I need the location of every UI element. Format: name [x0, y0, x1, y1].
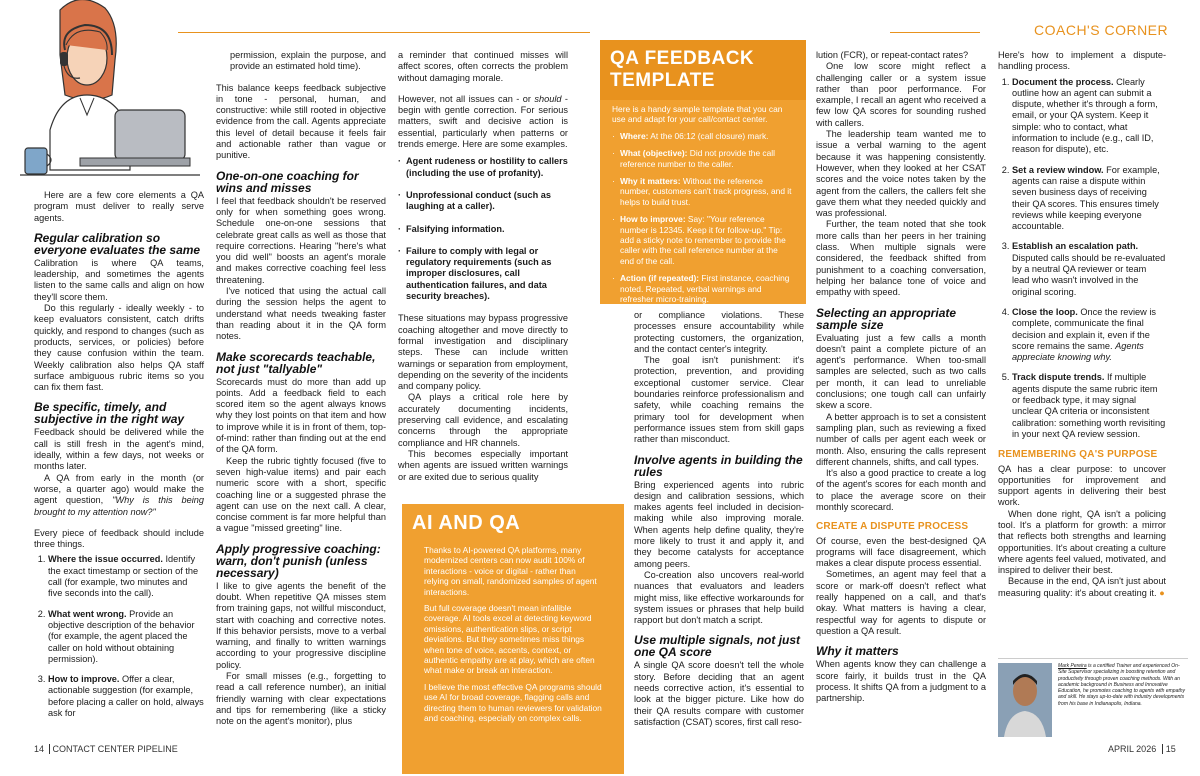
- paragraph: I like to give agents the benefit of the doubt. When repetitive QA misses stem from training gaps, not willful misconduct, start with coaching and corrective notes. If this behavior persists, move to a verbal warning, and finally to written warnings according to your progressive discipline policy.: [216, 580, 386, 670]
- footer-right: [1108, 744, 1176, 754]
- column-5: [816, 50, 986, 704]
- column-2: [216, 50, 386, 728]
- author-bio: [998, 658, 1188, 743]
- paragraph: Keep the rubric tightly focused (five to seven high-value items) and pair each numeric score with a short, specific coaching line or a suggested phrase the agent can use on the next call. A clear, concise comment is far more helpful than a vague "missed greeting" line.: [216, 455, 386, 534]
- list-item: 4. Close the loop. Once the review is complete, communicate the final decision and explain it, even if the score remains the same. Agents appreciate knowing why.: [1012, 307, 1166, 363]
- heading-one-on-one: One-on-one coaching for wins and misses: [216, 168, 359, 195]
- paragraph: or compliance violations. These processes ensure accountability while protecting customers, the organization, and the contact center's integrity.: [634, 310, 804, 354]
- heading-signals: Use multiple signals, not just one QA score: [634, 633, 801, 660]
- paragraph: The goal isn't punishment: it's protection, prevention, and providing exceptional customer service. Clear boundaries reinforce professionalism and safety, while coaching remains the primary tool for development when performance issues stem from skill gaps rather than misconduct.: [634, 355, 804, 445]
- paragraph: Sometimes, an agent may feel that a score or mark-off doesn't reflect what really happened on a call, and that's okay. What matters is having a clear, respectful way for agents to dispute or question a QA result.: [816, 569, 986, 636]
- header-rule-left: [178, 32, 590, 33]
- serious-issues-list: [398, 156, 568, 302]
- paragraph: Here's how to implement a dispute-handling process.: [998, 50, 1166, 72]
- paragraph: For small misses (e.g., forgetting to read a call reference number), an initial friendly warning with clear expectations and tips for remembering (like a sticky note on the agent's monitor), plus: [216, 671, 386, 727]
- ai-qa-box: [402, 504, 624, 774]
- list-item: 2. What went wrong. Provide an objective description of the behavior (for example, the agent placed the caller on hold without obtaining permission).: [48, 609, 204, 665]
- feedback-list: [34, 554, 204, 719]
- paragraph: permission, explain the purpose, and provide an estimated hold time).: [230, 50, 386, 72]
- template-title: QA FEEDBACK TEMPLATE: [600, 40, 806, 100]
- list-item: 2. Set a review window. For example, agents can raise a dispute within seven business days of receiving their QA scores. This ensures timely reviews while keeping everyone accountable.: [1012, 165, 1166, 233]
- heading-purpose: REMEMBERING QA'S PURPOSE: [998, 449, 1158, 461]
- page-number-right: 15: [1162, 744, 1176, 754]
- page-number-left: 14: [34, 744, 45, 754]
- paragraph: Calibration is where QA teams, leadership, and sometimes the agents listen to the same calls and align on how they'll score them.: [34, 257, 204, 302]
- heading-calibration: Regular calibration so everyone evaluates the same: [34, 230, 201, 257]
- heading-why-matters: Why it matters: [816, 644, 899, 659]
- paragraph: But full coverage doesn't mean infallible coverage. AI tools excel at detecting keyword omissions, authentication slips, or script deviations. But they sometimes miss things when tone of voice, accents, context, or authentic empathy are at play, which are often what make or break an interaction.: [424, 603, 595, 676]
- paragraph: A better approach is to set a consistent sampling plan, such as reviewing a fixed number of calls per agent each week or month. Also, ensuring the calls represent different channels, shifts, and call types.: [816, 411, 986, 467]
- list-item: · What (objective): Did not provide the call reference number to the caller.: [612, 148, 794, 169]
- paragraph: A single QA score doesn't tell the whole story. Before deciding that an agent needs corrective action, it's essential to look at the bigger picture. Like how do their QA results compare with customer satisfaction (CSAT) scores, first call reso-: [634, 660, 804, 727]
- paragraph: A QA from early in the month (or worse, a quarter ago) would make the agent question, "Why is this being brought to my attention now?": [34, 472, 204, 517]
- paragraph: The leadership team wanted me to issue a verbal warning to the agent because it was happening consistently. However, when they looked at her CSAT scores and the voice notes taken by the agent from the callers, the callers felt she gave them what they needed quickly and was professional.: [816, 129, 986, 219]
- list-item: 1. Document the process. Clearly outline how an agent can submit a dispute, whether it's through a form, email, or your QA system. Keep it simple: who to contact, what information to include (e.g., call ID, reason for dispute), etc.: [1012, 77, 1166, 156]
- heading-specific: Be specific, timely, and subjective in the right way: [34, 400, 185, 427]
- paragraph: It's also a good practice to create a log of the agent's scores for each month and to place the average score on their monthly scorecard.: [816, 468, 986, 512]
- heading-involve: Involve agents in building the rules: [634, 452, 803, 479]
- paragraph: a reminder that continued misses will affect scores, often corrects the problem without damaging morale.: [398, 50, 568, 83]
- ai-box-title: AI AND QA: [402, 504, 624, 543]
- paragraph: Further, the team noted that she took more calls than her peers in her training class. When multiple signals were considered, the feedback shifted from punishment to a coaching conversation, helping her balance tone of voice and empathy with speed.: [816, 219, 986, 298]
- intro-text: Here are a few core elements a QA program must deliver to really serve agents.: [34, 190, 204, 223]
- list-item: · Why it matters: Without the reference number, customers can't track progress, and it helps to build trust.: [612, 176, 794, 207]
- heading-sample-size: Selecting an appropriate sample size: [816, 305, 957, 332]
- section-label: COACH'S CORNER: [1034, 22, 1169, 38]
- paragraph: QA has a clear purpose: to uncover opportunities for improvement and support agents in delivering their best work.: [998, 463, 1166, 508]
- paragraph: This becomes especially important when agents are issued written warnings or are exited due to serious quality: [398, 448, 568, 482]
- paragraph: QA plays a critical role here by accurately documenting incidents, preserving call evidence, and escalating concerns through the appropriate compliance and HR channels.: [398, 392, 568, 448]
- paragraph: One low score might reflect a challenging caller or a system issue rather than poor performance. For example, I recall an agent who received a few low QA scores for sounding rushed with callers.: [816, 61, 986, 128]
- paragraph: This balance keeps feedback subjective in tone - personal, human, and constructive: while still rooted in objective evidence from the call. Agents appreciate this level of detail because it feels fair and actionable rather than vague or punitive.: [216, 82, 386, 161]
- list-item: 1. Where the issue occurred. Identify the exact timestamp or section of the call (for example, two minutes and five seconds into the call).: [48, 554, 204, 599]
- list-item: 5. Track dispute trends. If multiple agents dispute the same rubric item or feedback type, it may signal unclear QA criteria or inconsistent calibration: something worth revisiting in your next QA review session.: [1012, 372, 1166, 440]
- paragraph: I believe the most effective QA programs should use AI for broad coverage, flagging calls and directing them to human reviewers for validation and coaching, especially on complex calls.: [424, 681, 602, 724]
- paragraph: Thanks to AI-powered QA platforms, many modernized centers can now audit 100% of interactions - voice or digital - rather than relying on small, randomized samples of agent interactions.: [424, 545, 597, 597]
- list-item: · Action (if repeated): First instance, coaching noted. Repeated, verbal warnings and refresher micro-training.: [612, 273, 794, 304]
- paragraph: However, not all issues can - or should - begin with gentle correction. For serious matters, swift and decisive action is essential, particularly when patterns or trends emerge. Here are some examples.: [398, 93, 568, 150]
- paragraph: Because in the end, QA isn't just about measuring quality: it's about creating it. ●: [998, 576, 1166, 598]
- publication-name: CONTACT CENTER PIPELINE: [49, 744, 178, 754]
- paragraph: I've noticed that using the actual call during the session helps the agent to understand what needs tweaking faster than reading about it in the QA form notes.: [216, 286, 386, 342]
- paragraph: Scorecards must do more than add up points. Add a feedback field to each scored item so the agent always knows why they lost points on that item and how to improve while it is in front of them, top-of-mind: rather than finding out at the end of the QA form.: [216, 376, 386, 455]
- author-photo: [998, 663, 1052, 737]
- list-item: · Unprofessional conduct (such as laughing at a caller).: [398, 190, 568, 213]
- column-6: [998, 50, 1166, 599]
- qa-template-box: [600, 40, 806, 304]
- paragraph: lution (FCR), or repeat-contact rates?: [816, 50, 969, 60]
- column-3: [398, 50, 568, 483]
- paragraph: Evaluating just a few calls a month doesn't paint a complete picture of an agent's performance. When too-small samples are selected, such as two calls per month, it can lead to unreliable conclusions; one tough call can unfairly skew a score.: [816, 332, 986, 411]
- list-item: 3. How to improve. Offer a clear, actionable suggestion (for example, before placing a caller on hold, always ask for: [48, 674, 204, 719]
- issue-date: APRIL 2026: [1108, 744, 1157, 754]
- paragraph: When done right, QA isn't a policing tool. It's a platform for growth: a mirror that reflects both strengths and learning opportunities. It's about creating a culture where agents feel valued, motivated, and inspired to deliver their best.: [998, 508, 1166, 576]
- list-item: 3. Establish an escalation path. Disputed calls should be re-evaluated by a neutral QA reviewer or team lead who wasn't involved in the original scoring.: [1012, 241, 1166, 297]
- heading-dispute: CREATE A DISPUTE PROCESS: [816, 521, 969, 533]
- list-item: · Where: At the 06:12 (call closure) mark.: [612, 131, 794, 141]
- bio-text: Mark Pereira is a certified Trainer and experienced On-Site Supervisor specializing in boosting retention and productivity through proven coaching methods. With an academic background in Business and Innovative Education, he promotes coaching to agents with empathy and skill. He stays up-to-date with industry developments from his base in Indianapolis, Indiana.: [1058, 663, 1186, 707]
- list-item: · Agent rudeness or hostility to callers (including the use of profanity).: [398, 156, 568, 179]
- paragraph: These situations may bypass progressive coaching altogether and move directly to formal investigation and disciplinary steps. These can include written warnings or separation from employment, depending on the severity of the incidents and company policy.: [398, 313, 568, 392]
- header-rule-right: [890, 32, 980, 33]
- heading-progressive: Apply progressive coaching: warn, don't punish (unless necessary): [216, 541, 381, 580]
- list-item: · Falsifying information.: [398, 224, 568, 235]
- paragraph: I feel that feedback shouldn't be reserved only for when something goes wrong. Schedule one-on-one sessions that celebrate great calls as well as those that require corrections. Hearing "here's what you did well" boosts an agent's morale and makes corrective coaching feel less threatening.: [216, 195, 386, 285]
- paragraph: Do this regularly - ideally weekly - to keep evaluators consistent, catch drifts quickly, and respond to changes (such as products, services, or policies) before they cause confusion within the team. Weekly calibration also helps QA staff surface ambiguous rubric items so you can fix them fast.: [34, 303, 204, 393]
- column-4: [634, 310, 804, 728]
- agent-illustration: [20, 0, 200, 185]
- ai-box-body: [402, 543, 624, 734]
- list-item: · Failure to comply with legal or regulatory requirements (such as improper disclosures, call authentication failures, and data security breaches).: [398, 246, 568, 302]
- template-body: [600, 100, 806, 316]
- heading-scorecards: Make scorecards teachable, not just "tallyable": [216, 349, 376, 376]
- paragraph: Bring experienced agents into rubric design and calibration sessions, which makes agents feel included in decision-making while also improving morale. When agents help define quality, they're more likely to trust it and apply it, and they become catalysts for acceptance among peers.: [634, 479, 804, 569]
- paragraph: Feedback should be delivered while the call is still fresh in the agent's mind, ideally, within a few days, not weeks or months later.: [34, 427, 204, 472]
- template-intro: Here is a handy sample template that you can use and adapt for your call/contact center.: [612, 104, 783, 125]
- paragraph: Of course, even the best-designed QA programs will face disagreement, which makes a clear dispute process essential.: [816, 535, 986, 569]
- footer-left: [34, 744, 178, 754]
- paragraph: Every piece of feedback should include three things.: [34, 527, 204, 550]
- paragraph: When agents know they can challenge a score fairly, it builds trust in the QA process. It shifts QA from a judgment to a partnership.: [816, 659, 986, 704]
- list-item: · How to improve: Say: "Your reference number is 12345. Keep it for follow-up." Tip: add a sticky note to remember to provide the caller with the call reference number at the end of the call.: [612, 214, 794, 266]
- paragraph: Co-creation also uncovers real-world nuances that evaluators and leaders might miss, like effective workarounds for system issues or phrases that help build rapport but don't match a script.: [634, 569, 804, 626]
- end-mark-icon: ●: [1159, 587, 1165, 598]
- dispute-steps-list: [998, 77, 1166, 441]
- column-1: [34, 190, 204, 728]
